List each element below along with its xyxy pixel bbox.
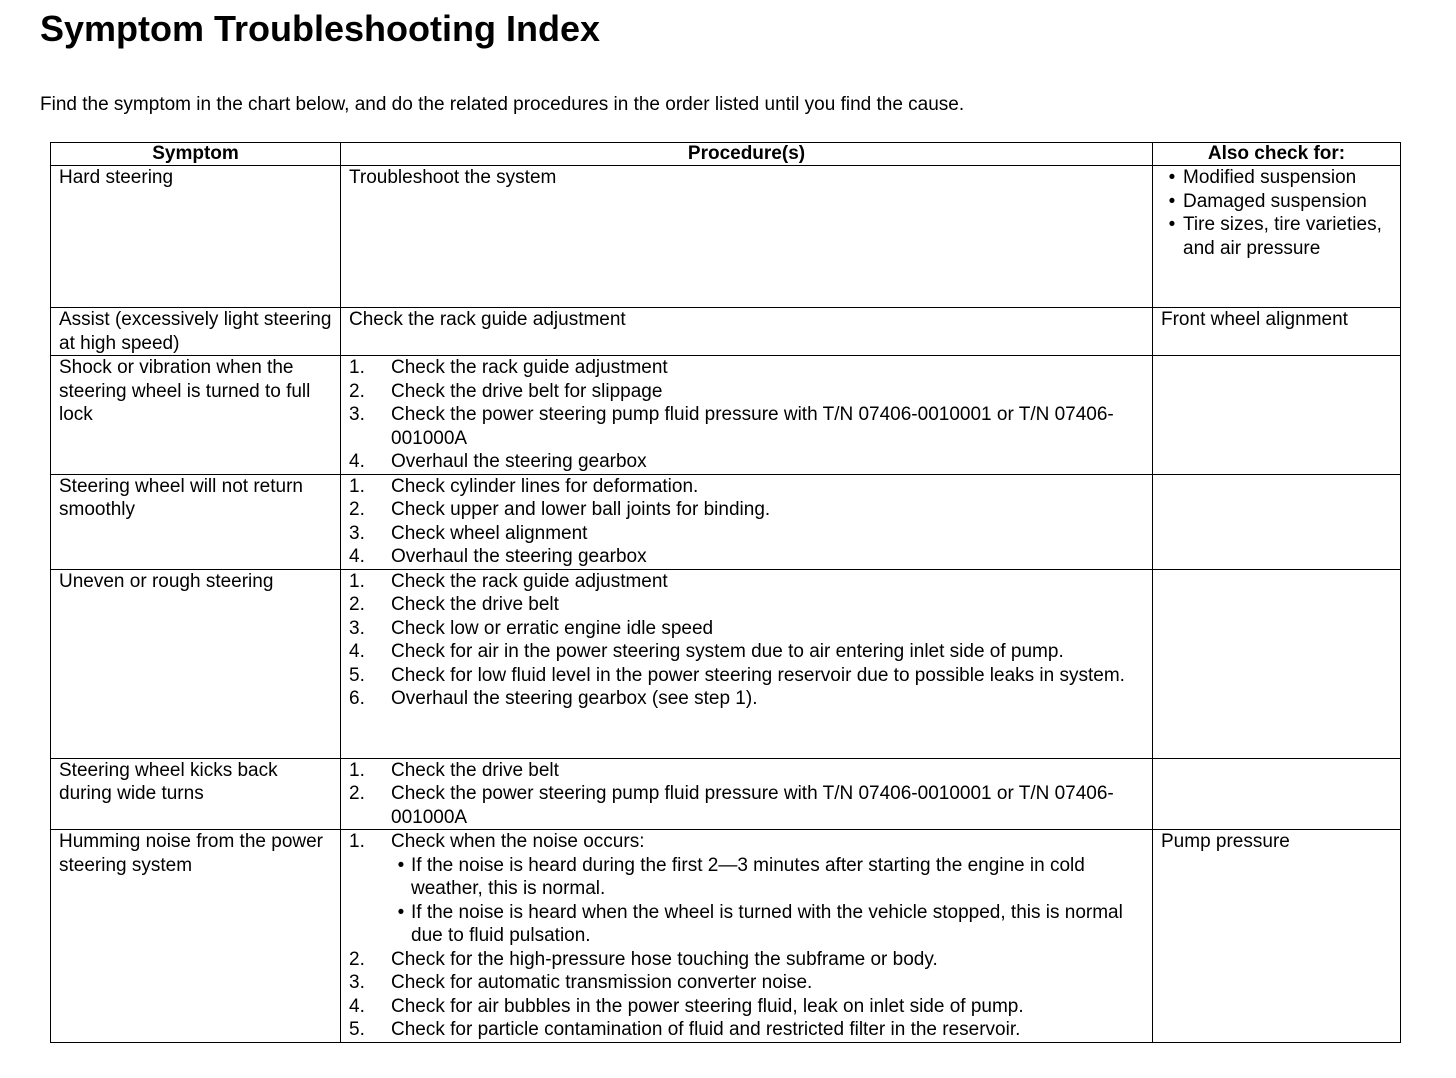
procedure-step (349, 759, 1144, 783)
table-row (51, 830, 1401, 1043)
procedure-step (349, 475, 1144, 499)
procedure-step (349, 971, 1144, 995)
step-number: 2. (349, 948, 365, 970)
also-check-item (1161, 190, 1392, 214)
step-number: 1. (349, 570, 365, 592)
procedure-step (349, 450, 1144, 474)
procedure-step (349, 593, 1144, 617)
step-body (391, 617, 1144, 641)
step-text: Overhaul the steering gearbox (391, 451, 647, 472)
also-check-cell (1153, 758, 1401, 830)
procedure-cell (341, 356, 1153, 475)
procedure-list (349, 830, 1144, 1042)
procedure-list (349, 570, 1144, 711)
step-body (391, 450, 1144, 474)
step-body (391, 593, 1144, 617)
step-text: Check when the noise occurs: (391, 831, 645, 852)
bullet-icon: • (397, 854, 405, 876)
bullet-icon: • (1168, 167, 1176, 188)
symptom-cell: Steering wheel will not return smoothly (51, 474, 341, 569)
symptom-cell: Assist (excessively light steering at high speed) (51, 308, 341, 356)
also-check-item-text: Modified suspension (1183, 167, 1357, 188)
step-text: Overhaul the steering gearbox (see step 1). (391, 688, 758, 709)
step-text: Check the drive belt (391, 759, 559, 781)
symptom-cell: Steering wheel kicks back during wide turns (51, 758, 341, 830)
symptom-cell: Humming noise from the power steering system (51, 830, 341, 1043)
step-number: 4. (349, 641, 365, 662)
table-row (51, 474, 1401, 569)
step-number: 2. (349, 380, 365, 402)
step-body (391, 570, 1144, 594)
sub-item (391, 854, 1144, 901)
step-number: 4. (349, 546, 365, 567)
procedure-step (349, 664, 1144, 688)
step-text: Check for low fluid level in the power steering reservoir due to possible leaks in system. (391, 664, 1125, 686)
procedure-step (349, 1018, 1144, 1042)
step-body (391, 356, 1144, 380)
procedure-cell (341, 308, 1153, 356)
step-body (391, 498, 1144, 522)
step-body (391, 1018, 1144, 1042)
procedure-step (349, 403, 1144, 450)
step-body (391, 995, 1144, 1019)
table-row (51, 166, 1401, 308)
also-check-text: Pump pressure (1161, 831, 1290, 852)
procedure-step (349, 995, 1144, 1019)
sub-item (391, 901, 1144, 948)
also-check-cell (1153, 830, 1401, 1043)
step-text: Overhaul the steering gearbox (391, 546, 647, 567)
procedure-step (349, 498, 1144, 522)
also-check-cell (1153, 474, 1401, 569)
step-body (391, 522, 1144, 546)
table-header (51, 143, 1401, 166)
procedure-step (349, 640, 1144, 664)
procedure-step (349, 687, 1144, 711)
procedure-text: Check the rack guide adjustment (349, 309, 626, 330)
also-check-cell (1153, 166, 1401, 308)
sub-list (391, 854, 1144, 948)
step-number: 2. (349, 783, 365, 804)
step-number: 6. (349, 688, 365, 709)
step-text: Check wheel alignment (391, 522, 588, 544)
table-row (51, 356, 1401, 475)
procedure-cell (341, 474, 1153, 569)
symptom-cell: Uneven or rough steering (51, 569, 341, 758)
also-check-cell (1153, 308, 1401, 356)
symptom-table (50, 142, 1401, 1043)
also-check-item-text: Tire sizes, tire varieties, and air pressure (1183, 214, 1382, 259)
also-check-cell (1153, 569, 1401, 758)
step-number: 1. (349, 357, 365, 378)
table-body (51, 166, 1401, 1043)
step-text: Check the drive belt for slippage (391, 380, 663, 402)
procedure-step (349, 617, 1144, 641)
step-body (391, 687, 1144, 711)
procedure-step (349, 380, 1144, 404)
page-title: Symptom Troubleshooting Index (40, 8, 601, 49)
procedure-step (349, 545, 1144, 569)
header-symptom: Symptom (51, 143, 341, 166)
step-number: 5. (349, 1019, 365, 1040)
step-number: 3. (349, 522, 365, 544)
step-body (391, 545, 1144, 569)
procedure-cell (341, 569, 1153, 758)
also-check-item (1161, 213, 1392, 260)
step-number: 2. (349, 594, 365, 615)
procedure-cell (341, 830, 1153, 1043)
procedure-step (349, 522, 1144, 546)
step-number: 4. (349, 451, 365, 472)
step-number: 1. (349, 475, 365, 497)
step-number: 5. (349, 664, 365, 686)
procedure-text: Troubleshoot the system (349, 167, 557, 188)
step-text: Check the power steering pump fluid pressure with T/N 07406-0010001 or T/N 07406-001000A (391, 783, 1114, 828)
symptom-cell: Shock or vibration when the steering wheel is turned to full lock (51, 356, 341, 475)
header-procedures: Procedure(s) (341, 143, 1153, 166)
table-row (51, 758, 1401, 830)
step-text: Check cylinder lines for deformation. (391, 475, 699, 497)
step-text: Check the drive belt (391, 594, 559, 615)
step-text: Check the rack guide adjustment (391, 570, 668, 592)
step-number: 4. (349, 995, 365, 1017)
step-body (391, 640, 1144, 664)
step-body (391, 830, 1144, 948)
also-check-item-text: Damaged suspension (1183, 190, 1367, 212)
step-body (391, 403, 1144, 450)
intro-text: Find the symptom in the chart below, and do the related procedures in the order listed until you find the cause. (40, 94, 965, 115)
step-text: Check upper and lower ball joints for binding. (391, 499, 771, 520)
step-text: Check the power steering pump fluid pressure with T/N 07406-0010001 or T/N 07406-001000A (391, 404, 1114, 449)
procedure-step (349, 570, 1144, 594)
step-number: 3. (349, 972, 365, 993)
procedure-list (349, 356, 1144, 474)
step-number: 3. (349, 617, 365, 639)
table-row (51, 308, 1401, 356)
header-also-check: Also check for: (1153, 143, 1401, 166)
sub-item-text: If the noise is heard when the wheel is turned with the vehicle stopped, this is normal due to fluid pulsation. (411, 901, 1123, 946)
step-number: 1. (349, 831, 365, 852)
also-check-cell (1153, 356, 1401, 475)
procedure-step (349, 948, 1144, 972)
bullet-icon: • (397, 901, 405, 923)
step-number: 3. (349, 404, 365, 425)
step-text: Check for air bubbles in the power steering fluid, leak on inlet side of pump. (391, 995, 1024, 1017)
step-body (391, 664, 1144, 688)
procedure-step (349, 356, 1144, 380)
also-check-text: Front wheel alignment (1161, 309, 1348, 330)
also-check-list (1161, 166, 1392, 260)
step-text: Check for automatic transmission converter noise. (391, 972, 813, 993)
procedure-cell (341, 166, 1153, 308)
step-text: Check for the high-pressure hose touching the subframe or body. (391, 948, 938, 970)
symptom-cell: Hard steering (51, 166, 341, 308)
step-body (391, 759, 1144, 783)
step-number: 2. (349, 499, 365, 520)
bullet-icon: • (1168, 214, 1176, 235)
step-body (391, 475, 1144, 499)
also-check-item (1161, 166, 1392, 190)
procedure-list (349, 759, 1144, 830)
step-body (391, 948, 1144, 972)
bullet-icon: • (1168, 190, 1176, 212)
step-text: Check the rack guide adjustment (391, 357, 668, 378)
step-text: Check for air in the power steering system due to air entering inlet side of pump. (391, 641, 1064, 662)
procedure-step (349, 830, 1144, 948)
step-body (391, 380, 1144, 404)
table-row (51, 569, 1401, 758)
procedure-cell (341, 758, 1153, 830)
sub-item-text: If the noise is heard during the first 2—3 minutes after starting the engine in cold weather, this is normal. (411, 854, 1085, 899)
procedure-step (349, 782, 1144, 829)
step-number: 1. (349, 759, 365, 781)
step-text: Check for particle contamination of fluid and restricted filter in the reservoir. (391, 1019, 1021, 1040)
step-body (391, 971, 1144, 995)
procedure-list (349, 475, 1144, 569)
step-text: Check low or erratic engine idle speed (391, 617, 714, 639)
step-body (391, 782, 1144, 829)
